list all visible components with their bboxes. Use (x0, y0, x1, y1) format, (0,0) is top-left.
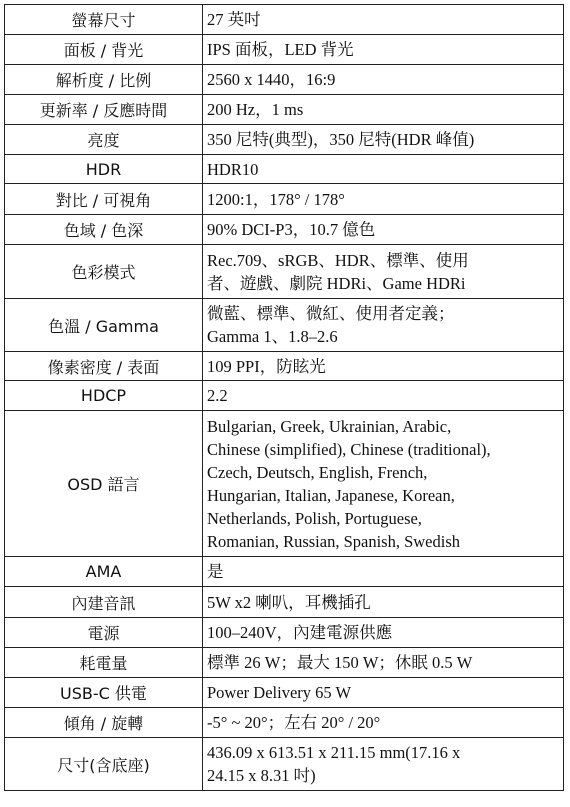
spec-value: 90% DCI-P3，10.7 億色 (203, 215, 564, 245)
spec-value: Rec.709、sRGB、HDR、標準、使用 者、遊戲、劇院 HDRi、Game HDRi (203, 245, 564, 299)
spec-row (5, 184, 564, 215)
spec-label: HDR (5, 155, 203, 184)
spec-value: IPS 面板，LED 背光 (203, 35, 564, 65)
spec-row (5, 352, 564, 381)
spec-value: 標準 26 W；最大 150 W；休眠 0.5 W (203, 648, 564, 678)
spec-label: 像素密度 / 表面 (5, 352, 203, 381)
spec-row (5, 245, 564, 299)
spec-value: 109 PPI，防眩光 (203, 352, 564, 381)
spec-row (5, 708, 564, 738)
spec-value: HDR10 (203, 155, 564, 184)
spec-row (5, 587, 564, 618)
spec-label: 亮度 (5, 125, 203, 155)
spec-row (5, 678, 564, 708)
spec-value: 436.09 x 613.51 x 211.15 mm(17.16 x 24.15 x 8.31 吋) (203, 738, 564, 791)
spec-row (5, 215, 564, 245)
spec-row (5, 299, 564, 352)
spec-label: 解析度 / 比例 (5, 65, 203, 95)
spec-row (5, 738, 564, 791)
spec-label: 螢幕尺寸 (5, 5, 203, 35)
spec-label: 內建音訊 (5, 587, 203, 618)
spec-value: Power Delivery 65 W (203, 678, 564, 708)
spec-value: 2.2 (203, 381, 564, 411)
spec-value: 微藍、標準、微紅、使用者定義； Gamma 1、1.8–2.6 (203, 299, 564, 352)
spec-value: -5° ~ 20°；左右 20° / 20° (203, 708, 564, 738)
spec-label: OSD 語言 (5, 411, 203, 557)
spec-row (5, 95, 564, 125)
spec-value: 100–240V，內建電源供應 (203, 618, 564, 648)
spec-value: 5W x2 喇叭，耳機插孔 (203, 587, 564, 618)
spec-row (5, 648, 564, 678)
spec-label: 電源 (5, 618, 203, 648)
spec-value: Bulgarian, Greek, Ukrainian, Arabic, Chinese (simplified), Chinese (traditional), Czech, Deutsch, English, French, Hungarian, Italian, Japanese, Korean, Netherlands, Polish, Portuguese, Romanian, Russian, Spanish, Swedish (203, 411, 564, 557)
spec-row (5, 411, 564, 557)
spec-table (4, 4, 564, 791)
spec-label: USB-C 供電 (5, 678, 203, 708)
spec-label: 耗電量 (5, 648, 203, 678)
spec-label: 傾角 / 旋轉 (5, 708, 203, 738)
spec-value: 350 尼特(典型)，350 尼特(HDR 峰值) (203, 125, 564, 155)
spec-row (5, 65, 564, 95)
spec-label: 更新率 / 反應時間 (5, 95, 203, 125)
spec-value: 是 (203, 557, 564, 587)
spec-label: 面板 / 背光 (5, 35, 203, 65)
spec-value: 200 Hz，1 ms (203, 95, 564, 125)
spec-label: 色溫 / Gamma (5, 299, 203, 352)
spec-row (5, 155, 564, 184)
spec-row (5, 618, 564, 648)
spec-label: 色彩模式 (5, 245, 203, 299)
spec-value: 1200:1，178° / 178° (203, 184, 564, 215)
spec-value: 27 英吋 (203, 5, 564, 35)
spec-row (5, 35, 564, 65)
spec-label: 對比 / 可視角 (5, 184, 203, 215)
spec-row (5, 5, 564, 35)
spec-label: HDCP (5, 381, 203, 411)
spec-label: 尺寸(含底座) (5, 738, 203, 791)
spec-value: 2560 x 1440，16:9 (203, 65, 564, 95)
spec-label: AMA (5, 557, 203, 587)
spec-row (5, 125, 564, 155)
spec-row (5, 381, 564, 411)
spec-table-body (5, 5, 564, 791)
spec-label: 色域 / 色深 (5, 215, 203, 245)
spec-row (5, 557, 564, 587)
